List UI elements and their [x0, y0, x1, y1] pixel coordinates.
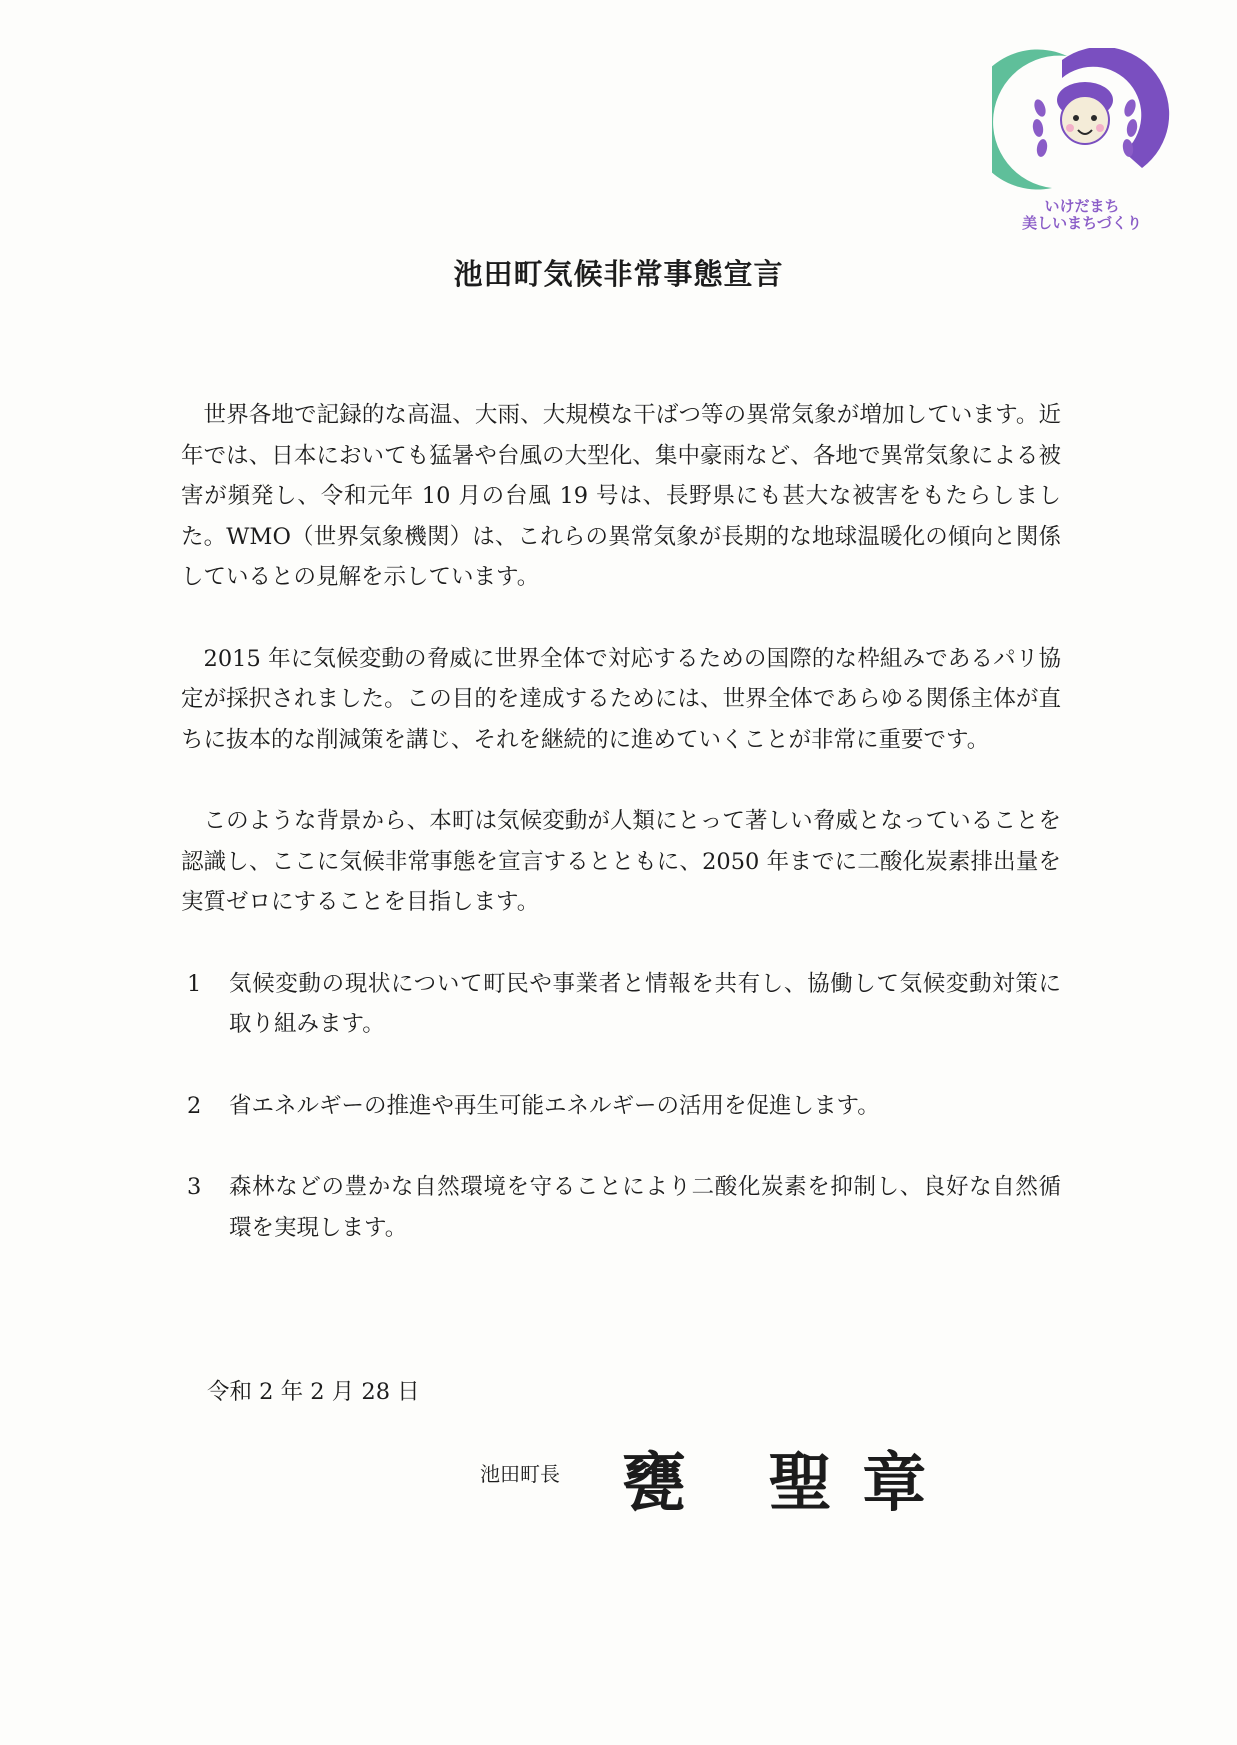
list-item-text: 気候変動の現状について町民や事業者と情報を共有し、協働して気候変動対策に取り組みます。	[229, 970, 1061, 1037]
declaration-date: 令和 2 年 2 月 28 日	[207, 1379, 420, 1405]
list-item-text: 省エネルギーの推進や再生可能エネルギーの活用を促進します。	[229, 1092, 880, 1119]
mayor-signature: 甕 聖章	[622, 1446, 957, 1521]
list-item-number: 1	[187, 970, 202, 997]
logo-text-line2: 美しいまちづくり	[1022, 214, 1142, 232]
list-item-text: 森林などの豊かな自然環境を守ることにより二酸化炭素を抑制し、良好な自然循環を実現します。	[229, 1174, 1061, 1241]
paragraph: このような背景から、本町は気候変動が人類にとって著しい脅威となっていることを認識し、ここに気候非常事態を宣言するとともに、2050 年までに二酸化炭素排出量を実質ゼロにすることを目指します。	[181, 808, 1061, 915]
paragraph: 2015 年に気候変動の脅威に世界全体で対応するための国際的な枠組みであるパリ協定が採択されました。この目的を達成するためには、世界全体であらゆる関係主体が直ちに抜本的な削減策を講じ、それを継続的に進めていくことが非常に重要です。	[181, 645, 1061, 753]
list-item	[181, 964, 1061, 1045]
document-title: 池田町気候非常事態宣言	[453, 257, 784, 291]
document-body	[181, 395, 1061, 1289]
paragraph: 世界各地で記録的な高温、大雨、大規模な干ばつ等の異常気象が増加しています。近年では、日本においても猛暑や台風の大型化、集中豪雨など、各地で異常気象による被害が頻発し、令和元年 10 月の台風 19 号は、長野県にも甚大な被害をもたらしました。WMO（世界気象機関）は、これらの異常気象が長期的な地球温暖化の傾向と関係しているとの見解を示しています。	[181, 402, 1061, 590]
list-item	[181, 1167, 1061, 1248]
mayor-title: 池田町長	[480, 1462, 560, 1486]
list-item-number: 2	[187, 1092, 202, 1119]
list-item	[181, 1086, 1061, 1127]
list-item-number: 3	[187, 1174, 202, 1200]
town-logo	[992, 48, 1172, 238]
mascot-logo-icon	[992, 48, 1172, 198]
logo-text-line1: いけだまち	[1044, 197, 1120, 215]
